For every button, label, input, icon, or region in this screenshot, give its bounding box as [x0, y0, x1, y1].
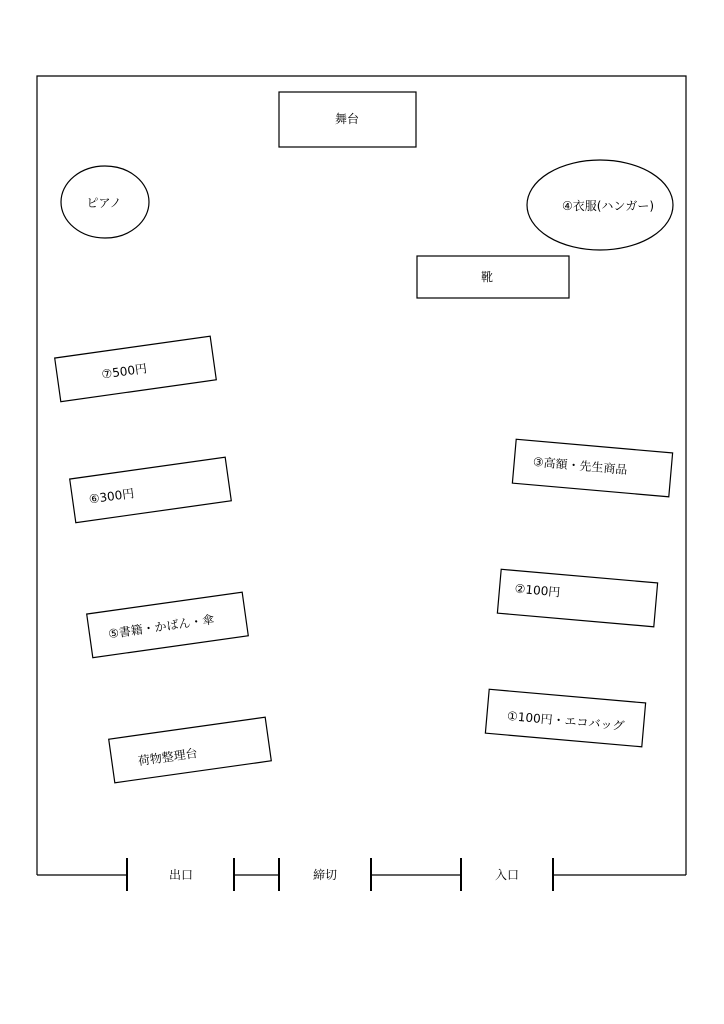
booth-yen100-label: ②100円 — [514, 581, 561, 600]
piano-label: ピアノ — [86, 196, 122, 210]
stage-label: 舞台 — [334, 112, 360, 126]
booth-yen300 — [70, 457, 232, 522]
stage — [279, 92, 416, 147]
booth-premium — [512, 439, 672, 497]
deadline-label: 締切 — [312, 868, 338, 882]
exit-label: 出口 — [168, 868, 194, 882]
booth-baggage — [109, 717, 272, 783]
booth-yen500 — [55, 336, 217, 401]
shoes-label: 靴 — [480, 270, 494, 284]
piano — [61, 166, 149, 238]
booth-books-label: ⑤書籍・かばん・傘 — [107, 612, 216, 642]
booth-clothes — [527, 160, 673, 250]
booth-books — [87, 592, 249, 657]
bottom-wall — [37, 858, 686, 891]
booth-eco-label: ①100円・エコバッグ — [506, 708, 625, 734]
booth-clothes-label: ④衣服(ハンガー) — [561, 199, 655, 213]
booth-yen100 — [497, 569, 657, 627]
booth-yen300-label: ⑥300円 — [87, 486, 136, 507]
entrance-label: 入口 — [494, 868, 520, 882]
shoes-table — [417, 256, 569, 298]
booth-yen500-label: ⑦500円 — [100, 361, 148, 382]
booth-premium-label: ③高額・先生商品 — [532, 454, 628, 478]
booth-eco — [485, 689, 645, 747]
booth-baggage-label: 荷物整理台 — [137, 746, 199, 769]
